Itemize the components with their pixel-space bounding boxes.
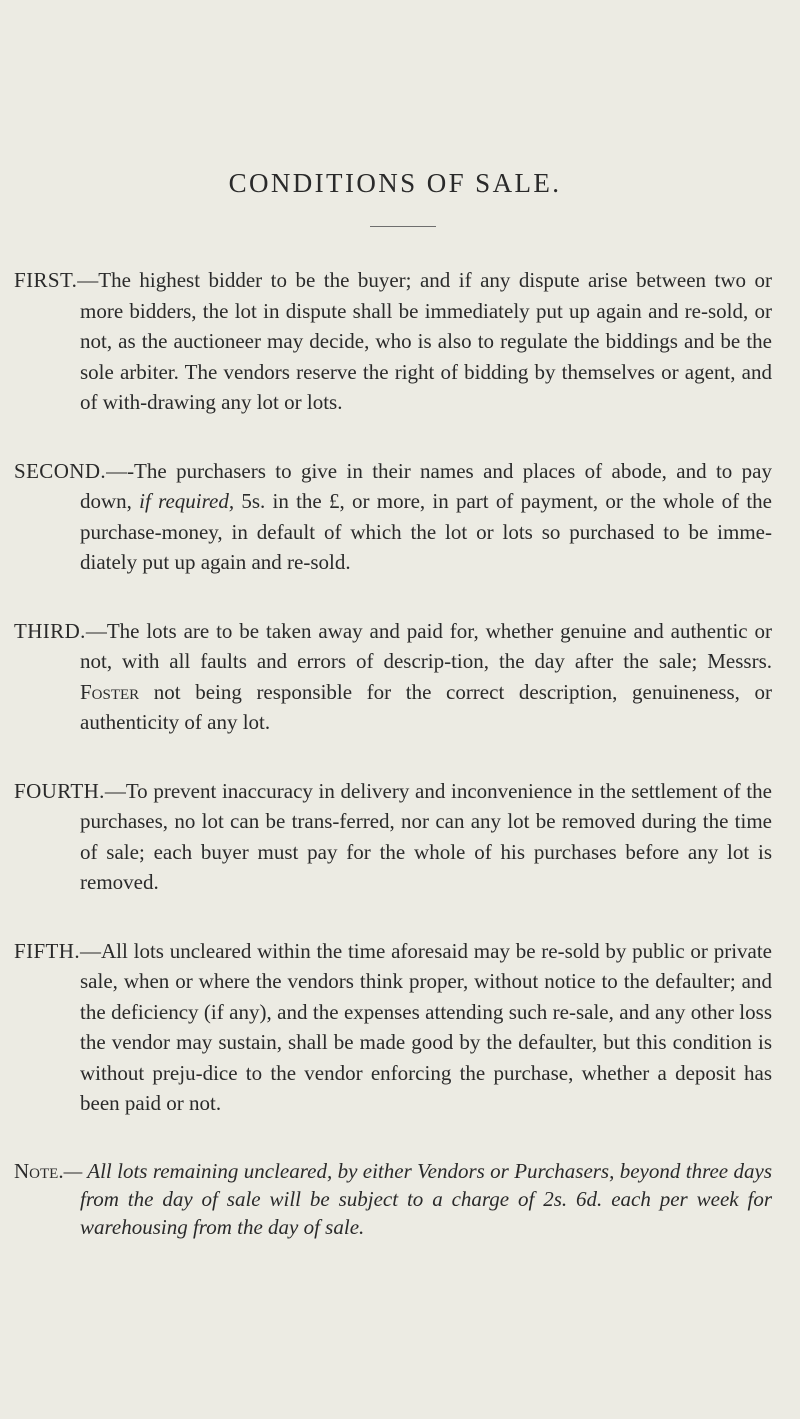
clause-second [14, 456, 772, 578]
clause-second-text-after: 5s. in the £, or more, in part of payment, or the whole of the purchase-money, in default of which the lot or lots so purchased to be imme-diately put up again and re-sold. [80, 489, 772, 574]
clause-first-lead: FIRST. [14, 268, 78, 292]
clause-third-text-before: —The lots are to be taken away and paid for, whether genuine and authentic or not, with all faults and errors of descrip-tion, the day after the sale; Messrs. [80, 618, 772, 673]
clause-fifth-text: —All lots uncleared within the time aforesaid may be re-sold by public or private sale, when or where the vendors think proper, without notice to the defaulter; and the deficiency (if any), and the expenses attending such re-sale, and any other loss the vendor may sustain, shall be made good by the defaulter, but this condition is without preju-dice to the vendor enforcing the purchase, whether a deposit has been paid or not. [80, 938, 772, 1115]
clause-third-firm-name: Foster [80, 679, 140, 704]
page-title: CONDITIONS OF SALE. [228, 168, 562, 198]
conditions-list [14, 265, 772, 1241]
clause-fourth [14, 776, 772, 898]
clause-fourth-lead: FOURTH. [14, 778, 105, 803]
clause-third-lead: THIRD. [14, 618, 86, 643]
clause-fourth-text: —To prevent inaccuracy in delivery and inconvenience in the settlement of the purchases, no lot can be trans-ferred, nor can any lot be removed during the time of sale; each buyer must pay for the whole of his purchases before any lot is removed. [80, 778, 772, 894]
note-paragraph [14, 1157, 772, 1241]
note-text: — All lots remaining uncleared, by either Vendors or Purchasers, beyond three days from the day of sale will be subject to a charge of 2s. 6d. each per week for warehousing from the day of sale. [63, 1158, 772, 1239]
clause-first-text: —The highest bidder to be the buyer; and if any dispute arise between two or more bidders, the lot in dispute shall be immediately put up again and re-sold, or not, as the auctioneer may decide, who is also to regulate the biddings and be the sole arbiter. The vendors reserve the right of bidding by themselves or agent, and of with-drawing any lot or lots. [77, 268, 772, 414]
clause-fifth-lead: FIFTH. [14, 938, 80, 963]
clause-fifth [14, 936, 772, 1119]
title-divider [370, 226, 436, 227]
note-lead: Note. [14, 1158, 64, 1183]
clause-second-emphasis: if required, [139, 489, 235, 513]
clause-second-lead: SECOND. [14, 458, 107, 483]
clause-first [14, 265, 772, 418]
clause-third [14, 616, 772, 738]
clause-third-text-after: not being responsible for the correct description, genuineness, or authenticity of any lot. [80, 679, 772, 734]
clause-second-text-before: —-The purchasers to give in their names and places of abode, and to pay down, [80, 458, 772, 513]
